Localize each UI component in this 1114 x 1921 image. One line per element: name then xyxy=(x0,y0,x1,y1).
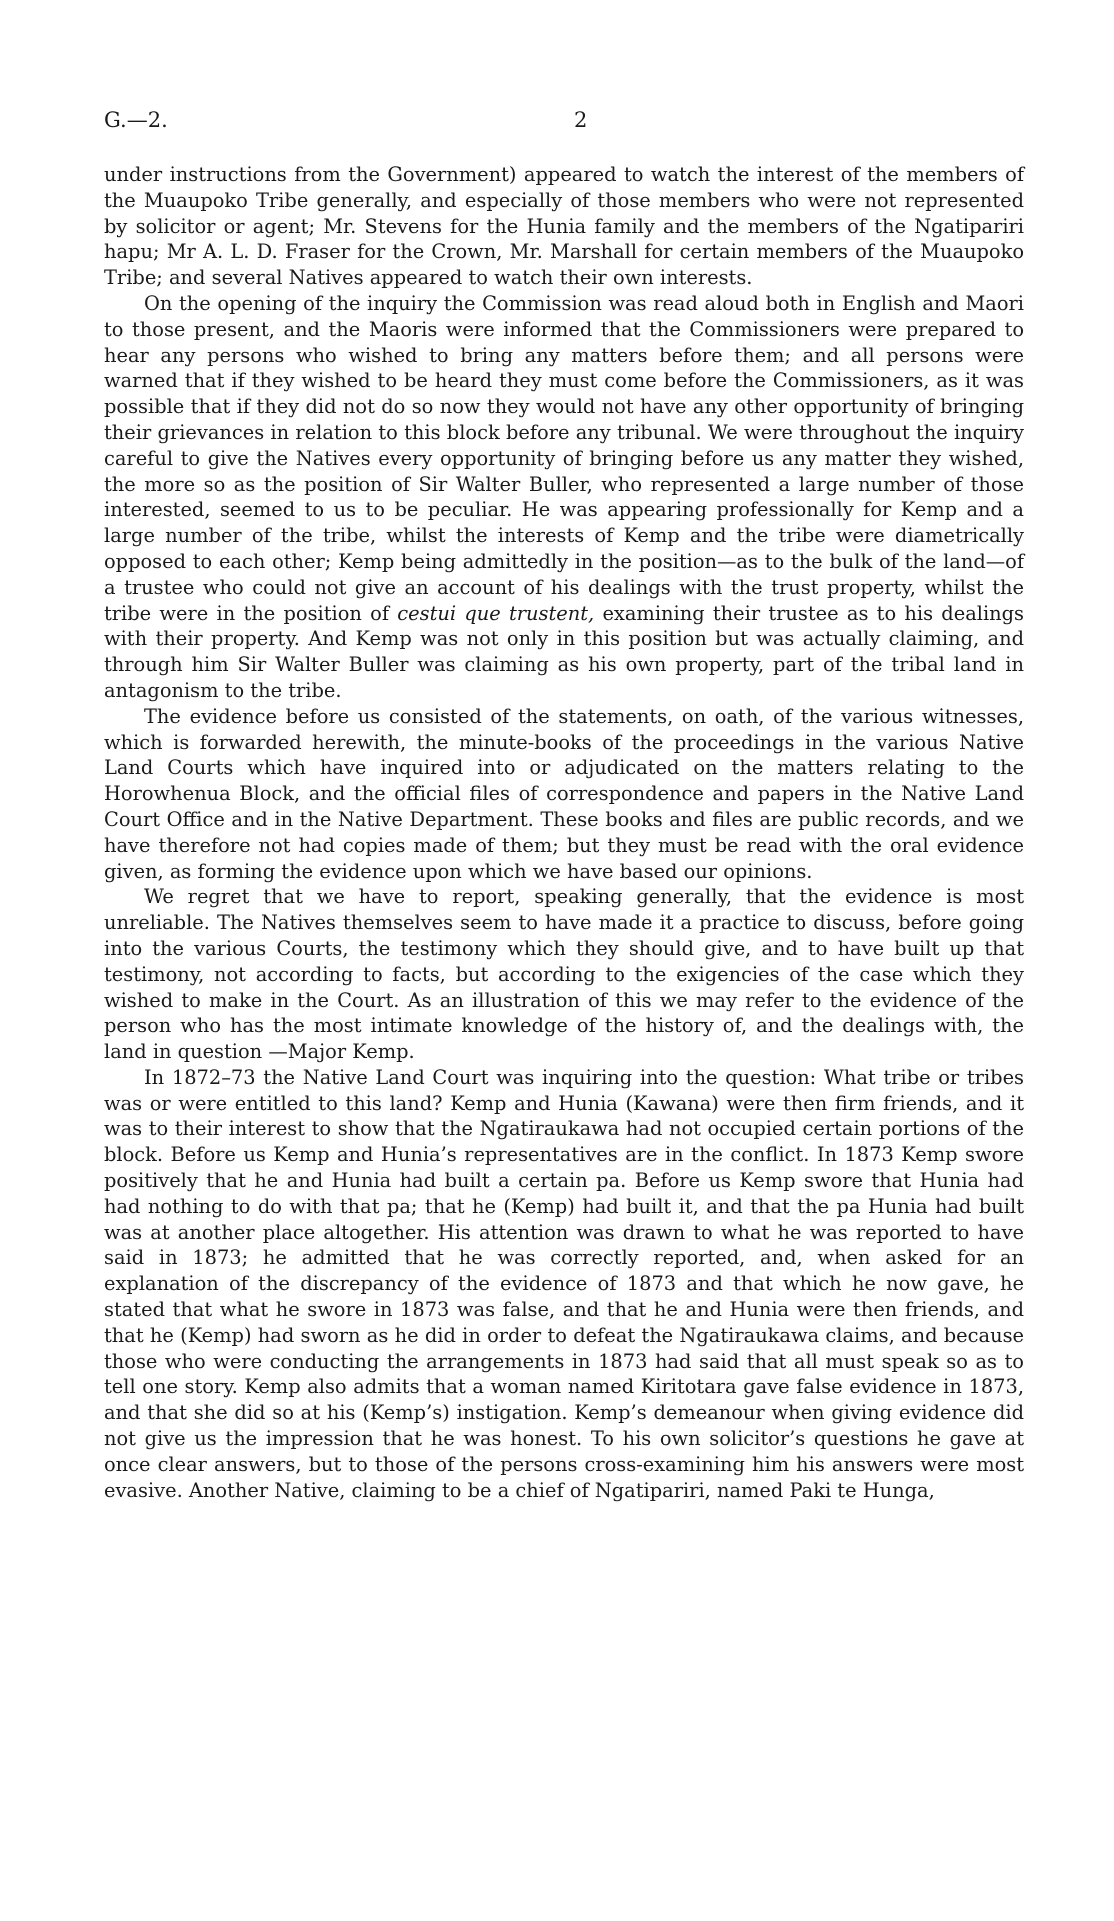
paragraph-2 xyxy=(104,291,1024,704)
page-number: 2 xyxy=(574,108,588,132)
body-text xyxy=(104,162,1024,1503)
paragraph-text: On the opening of the inquiry the Commission was read aloud both in English and Maori to those present, and the Maoris were informed that the Commissioners were prepared to hear any persons who wished to bring any matters before them; and all persons were warned that if they wished to be heard they must come before the Commissioners, as it was possible that if they did not do so now they would not have any other opportunity of bringing their grievances in relation to this block before any tribunal. We were throughout the inquiry careful to give the Natives every opportunity of bringing before us any matter they wished, the more so as the position of Sir Walter Buller, who represented a large number of those interested, seemed to us to be peculiar. He was appearing professionally for Kemp and a large number of the tribe, whilst the interests of Kemp and the tribe were diametrically opposed to each other; Kemp being admittedly in the position—as to the bulk of the land—of a trustee who could not give an account of his dealings with the trust property, whilst the tribe were in the position of xyxy=(104,291,1024,625)
paragraph-4 xyxy=(104,884,1024,1065)
paragraph-5 xyxy=(104,1065,1024,1504)
paragraph-text: The evidence before us consisted of the statements, on oath, of the various witnesses, which is forwarded herewith, the minute-books of the proceedings in the various Native Land Courts which have inquired into or adjudicated on the matters relating to the Horowhenua Block, and the official files of correspondence and papers in the Native Land Court Office and in the Native Department. These books and files are public records, and we have therefore not had copies made of them; but they must be read with the oral evidence given, as forming the evidence upon which we have based our opinions. xyxy=(104,704,1024,883)
paragraph-text: examining their trustee as to his dealings with their property. And Kemp was not only in this position but was actually claiming, and through him Sir Walter Buller was claiming as his own property, part of the tribal land in antagonism to the tribe. xyxy=(104,601,1025,702)
paragraph-text: We regret that we have to report, speaking generally, that the evidence is most unreliable. The Natives themselves seem to have made it a practice to discuss, before going into the various Courts, the testimony which they should give, and to have built up that testimony, not according to facts, but according to the exigencies of the case which they wished to make in the Court. As an illustration of this we may refer to the evidence of the person who has the most intimate knowledge of the history of, and the dealings with, the land in question —Major Kemp. xyxy=(104,885,1024,1064)
document-reference: G.—2. xyxy=(104,108,168,132)
paragraph-3 xyxy=(104,704,1024,885)
italic-term: cestui que trustent, xyxy=(397,601,595,625)
page-header xyxy=(104,108,1024,138)
paragraph-text: under instructions from the Government) appeared to watch the interest of the members of the Muaupoko Tribe generally, and especially of those members who were not represented by solicitor or agent; Mr. Stevens for the Hunia family and the members of the Ngatipariri hapu; Mr A. L. D. Fraser for the Crown, Mr. Marshall for certain members of the Muaupoko Tribe; and several Natives appeared to watch their own interests. xyxy=(104,163,1024,290)
paragraph-text: In 1872–73 the Native Land Court was inquiring into the question: What tribe or tribes was or were entitled to this land? Kemp and Hunia (Kawana) were then firm friends, and it was to their interest to show that the Ngatiraukawa had not occupied certain portions of the block. Before us Kemp and Hunia’s representatives are in the conflict. In 1873 Kemp swore positively that he and Hunia had built a certain pa. Before us Kemp swore that Hunia had had nothing to do with that pa; that he (Kemp) had built it, and that the pa Hunia had built was at another place altogether. His attention was drawn to what he was reported to have said in 1873; he admitted that he was correctly reported, and, when asked for an explanation of the discrepancy of the evidence of 1873 and that which he now gave, he stated that what he swore in 1873 was false, and that he and Hunia were then friends, and that he (Kemp) had sworn as he did in order to defeat the Ngatiraukawa claims, and because those who were conducting the arrangements in 1873 had said that all must speak so as to tell one story. Kemp also admits that a woman named Kiritotara gave false evidence in 1873, and that she did so at his (Kemp’s) instigation. Kemp’s demeanour when giving evidence did not give us the impression that he was honest. To his own solicitor’s questions he gave at once clear answers, but to those of the persons cross-examining him his answers were most evasive. Another Native, claiming to be a chief of Ngatipariri, named Paki te Hunga, xyxy=(104,1065,1024,1502)
paragraph-1 xyxy=(104,162,1024,291)
